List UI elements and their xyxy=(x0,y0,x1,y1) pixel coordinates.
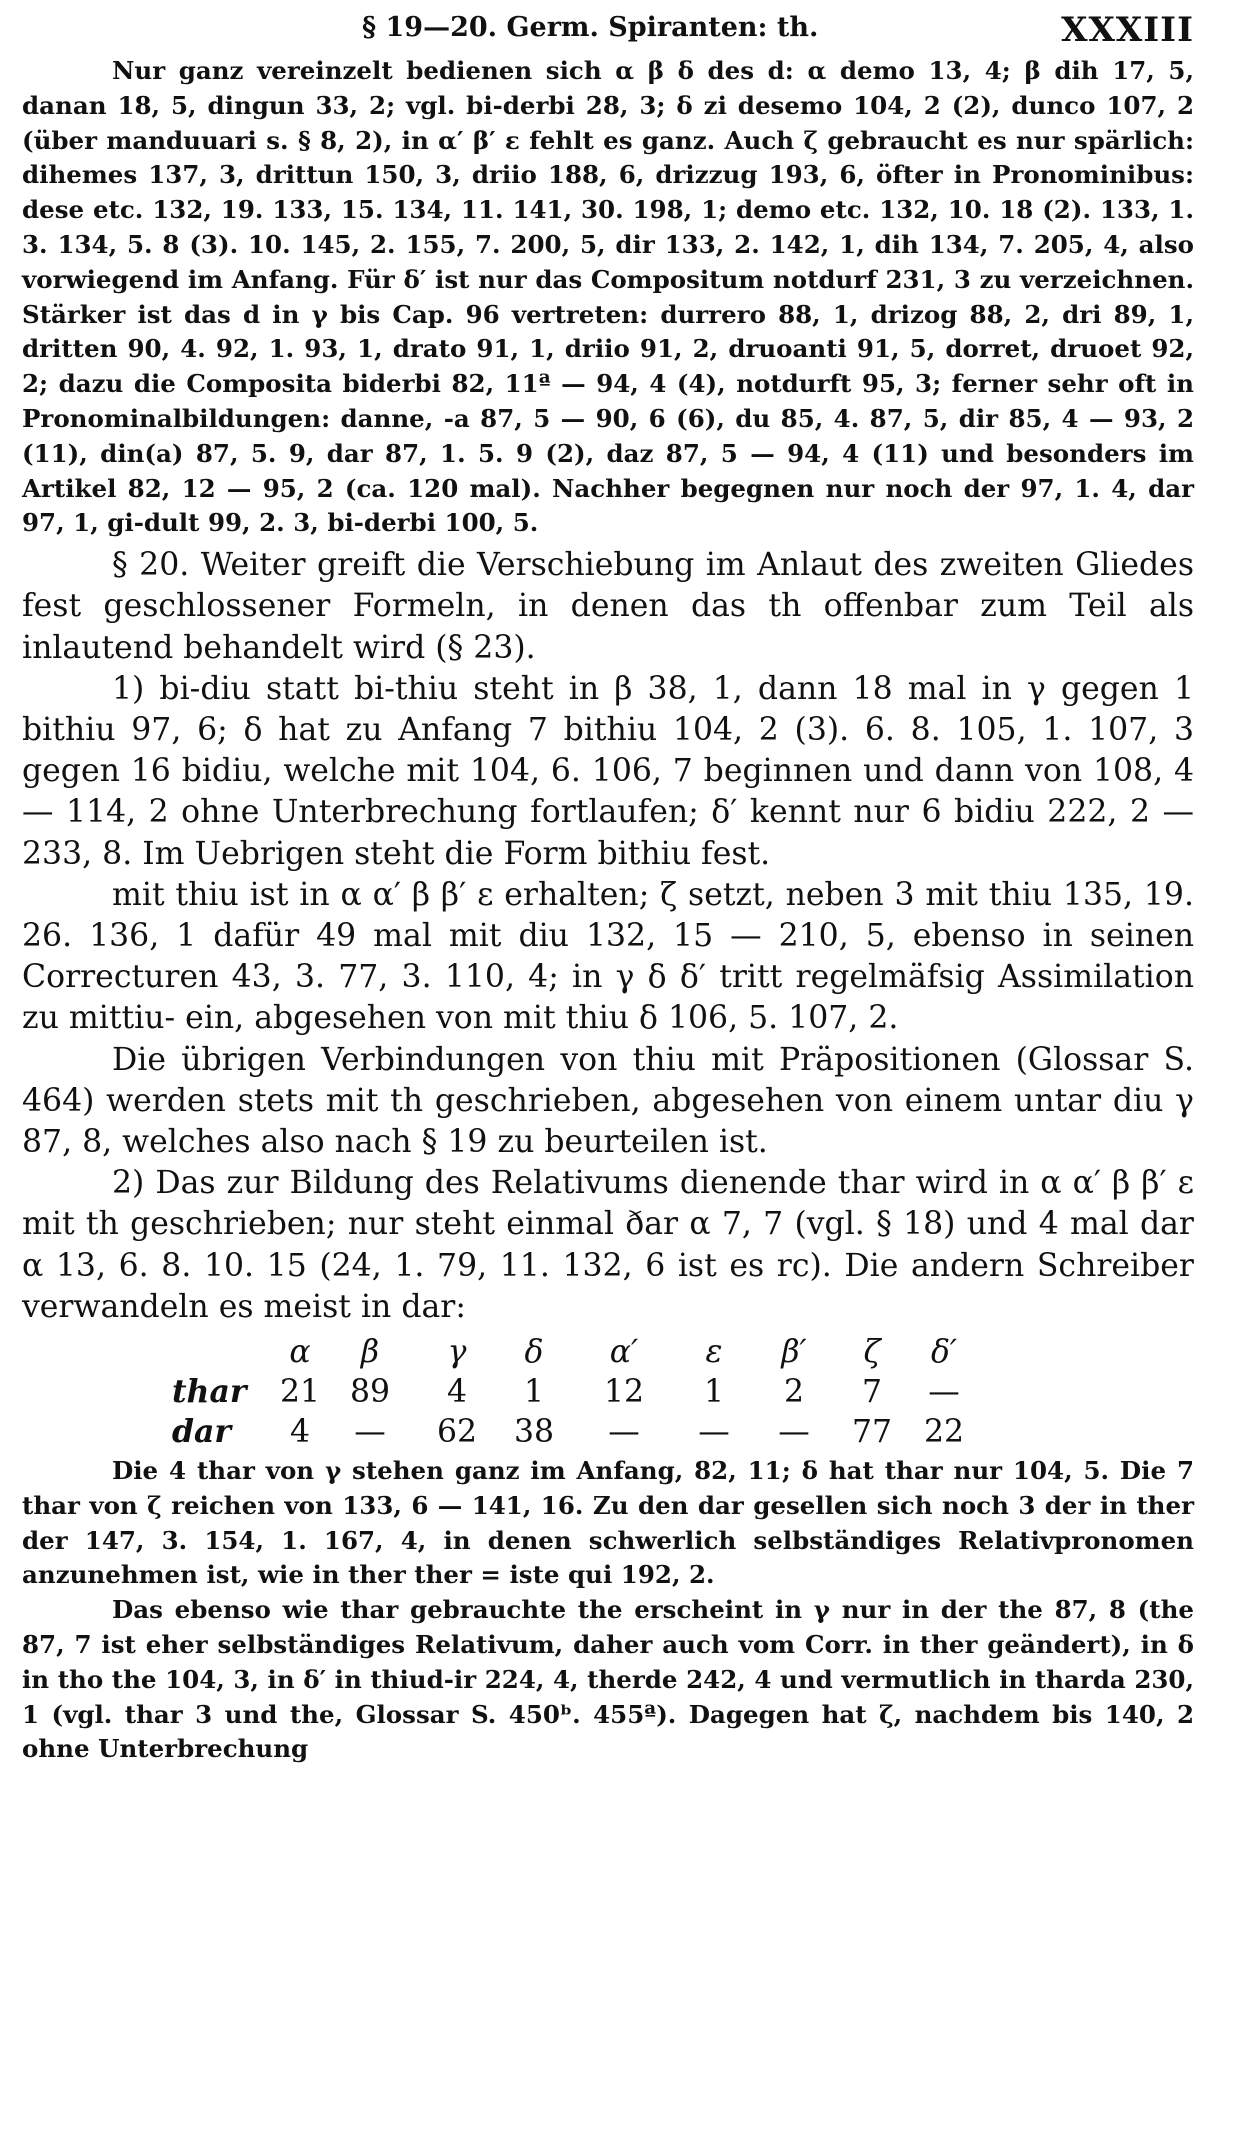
table-header-cell: β xyxy=(360,1334,380,1371)
paragraph-the-usage: Das ebenso wie thar gebrauchte the erscheint in γ nur in der the 87, 8 (the 87, 7 ist eher selbständiges Relativum, daher auch vom Corr. in ther geändert), in δ in tho the 104, 3, in δ′ in thiud-ir 224, 4, therde 242, 4 und vermutlich in tharda 230, 1 (vgl. thar 3 und the, Glossar S. 450ᵇ. 455ª). Dagegen hat ζ, nachdem bis 140, 2 ohne Unterbrechung xyxy=(22,1595,1194,1764)
page-number: XXXIII xyxy=(1061,10,1194,50)
table-cell: 7 xyxy=(861,1374,883,1411)
table-header-cell: γ xyxy=(447,1334,467,1371)
table-header-cell: β′ xyxy=(781,1334,807,1371)
table-header-cell: ε xyxy=(705,1334,723,1371)
frequency-table xyxy=(22,1332,1194,1452)
table-cell: 4 xyxy=(446,1374,468,1411)
table-cell: 89 xyxy=(349,1374,391,1411)
table-cell: 1 xyxy=(523,1374,545,1411)
table-cell: 1 xyxy=(703,1374,725,1411)
table-cell: 21 xyxy=(279,1374,321,1411)
paragraph-thar-distribution: Die 4 thar von γ stehen ganz im Anfang, 82, 11; δ hat thar nur 104, 5. Die 7 thar von ζ reichen von 133, 6 — 141, 16. Zu den dar gesellen sich noch 3 der in ther der 147, 3. 154, 1. 167, 4, in denen schwerlich selbständiges Relativpronomen anzunehmen ist, wie in ther ther = iste qui 192, 2. xyxy=(22,1456,1194,1590)
paragraph-relative-thar: 2) Das zur Bildung des Relativums dienende thar wird in α α′ β β′ ε mit th geschrieben; nur steht einmal ðar α 7, 7 (vgl. § 18) und 4 mal dar α 13, 6. 8. 10. 15 (24, 1. 79, 11. 132, 6 ist es rc). Die andern Schreiber verwandeln es meist in dar: xyxy=(22,1165,1194,1325)
paragraph-section-19-end: Nur ganz vereinzelt bedienen sich α β δ des d: α demo 13, 4; β dih 17, 5, danan 18, 5, dingun 33, 2; vgl. bi-derbi 28, 3; δ zi desemo 104, 2 (2), dunco 107, 2 (über manduuari s. § 8, 2), in α′ β′ ε fehlt es ganz. Auch ζ gebraucht es nur spärlich: dihemes 137, 3, drittun 150, 3, driio 188, 6, drizzug 193, 6, öfter in Pronominibus: dese etc. 132, 19. 133, 15. 134, 11. 141, 30. 198, 1; demo etc. 132, 10. 18 (2). 133, 1. 3. 134, 5. 8 (3). 10. 145, 2. 155, 7. 200, 5, dir 133, 2. 142, 1, dih 134, 7. 205, 4, also vorwiegend im Anfang. Für δ′ ist nur das Compositum notdurf 231, 3 zu verzeichnen. Stärker ist das d in γ bis Cap. 96 vertreten: durrero 88, 1, drizog 88, 2, dri 89, 1, dritten 90, 4. 92, 1. 93, 1, drato 91, 1, driio 91, 2, druoanti 91, 5, dorret, druoet 92, 2; dazu die Composita biderbi 82, 11ª — 94, 4 (4), notdurft 95, 3; ferner sehr oft in Pronominalbildungen: danne, -a 87, 5 — 90, 6 (6), du 85, 4. 87, 5, dir 85, 4 — 93, 2 (11), din(a) 87, 5. 9, dar 87, 1. 5. 9 (2), daz 87, 5 — 94, 4 (11) und besonders im Artikel 82, 12 — 95, 2 (ca. 120 mal). Nachher begegnen nur noch der 97, 1. 4, dar 97, 1, gi-dult 99, 2. 3, bi-derbi 100, 5. xyxy=(22,56,1194,538)
page-header xyxy=(22,10,1194,54)
running-title: § 19—20. Germ. Spiranten: th. xyxy=(362,12,819,43)
table-cell: — xyxy=(608,1414,640,1451)
table-header-cell: δ xyxy=(524,1334,544,1371)
table-cell: 38 xyxy=(513,1414,555,1451)
table-header-cell: δ′ xyxy=(930,1334,958,1371)
paragraph-thiu-prepositions: Die übrigen Verbindungen von thiu mit Präpositionen (Glossar S. 464) werden stets mit th geschrieben, abgesehen von einem untar diu γ 87, 8, welches also nach § 19 zu beurteilen ist. xyxy=(22,1041,1194,1160)
table-cell: 22 xyxy=(923,1414,965,1451)
table-header-cell: ζ xyxy=(863,1334,881,1371)
table-cell: — xyxy=(698,1414,730,1451)
table-row xyxy=(22,1412,1194,1452)
table-cell: — xyxy=(778,1414,810,1451)
page xyxy=(22,10,1194,1767)
paragraph-section-20-intro: § 20. Weiter greift die Verschiebung im Anlaut des zweiten Gliedes fest geschlossener Formeln, in denen das th offenbar zum Teil als inlautend behandelt wird (§ 23). xyxy=(22,547,1194,666)
table-cell: 77 xyxy=(851,1414,893,1451)
table-row-label: thar xyxy=(172,1373,247,1411)
table-header-cell: α xyxy=(289,1334,311,1371)
table-row xyxy=(22,1372,1194,1412)
table-cell: — xyxy=(928,1374,960,1411)
table-row-label: dar xyxy=(172,1413,232,1451)
table-cell: 62 xyxy=(436,1414,478,1451)
paragraph-mit-thiu: mit thiu ist in α α′ β β′ ε erhalten; ζ setzt, neben 3 mit thiu 135, 19. 26. 136, 1 dafür 49 mal mit diu 132, 15 — 210, 5, ebenso in seinen Correcturen 43, 3. 77, 3. 110, 4; in γ δ δ′ tritt regelmäfsig Assimilation zu mittiu- ein, abgesehen von mit thiu δ 106, 5. 107, 2. xyxy=(22,876,1194,1037)
table-cell: 12 xyxy=(603,1374,645,1411)
paragraph-bi-diu: 1) bi-diu statt bi-thiu steht in β 38, 1, dann 18 mal in γ gegen 1 bithiu 97, 6; δ hat zu Anfang 7 bithiu 104, 2 (3). 6. 8. 105, 1. 107, 3 gegen 16 bidiu, welche mit 104, 6. 106, 7 beginnen und dann von 108, 4 — 114, 2 ohne Unterbrechung fortlaufen; δ′ kennt nur 6 bidiu 222, 2 — 233, 8. Im Uebrigen steht die Form bithiu fest. xyxy=(22,670,1194,872)
table-cell: 4 xyxy=(289,1414,311,1451)
table-cell: 2 xyxy=(783,1374,805,1411)
table-header-cell: α′ xyxy=(609,1334,639,1371)
table-cell: — xyxy=(354,1414,386,1451)
table-header-row xyxy=(22,1332,1194,1372)
